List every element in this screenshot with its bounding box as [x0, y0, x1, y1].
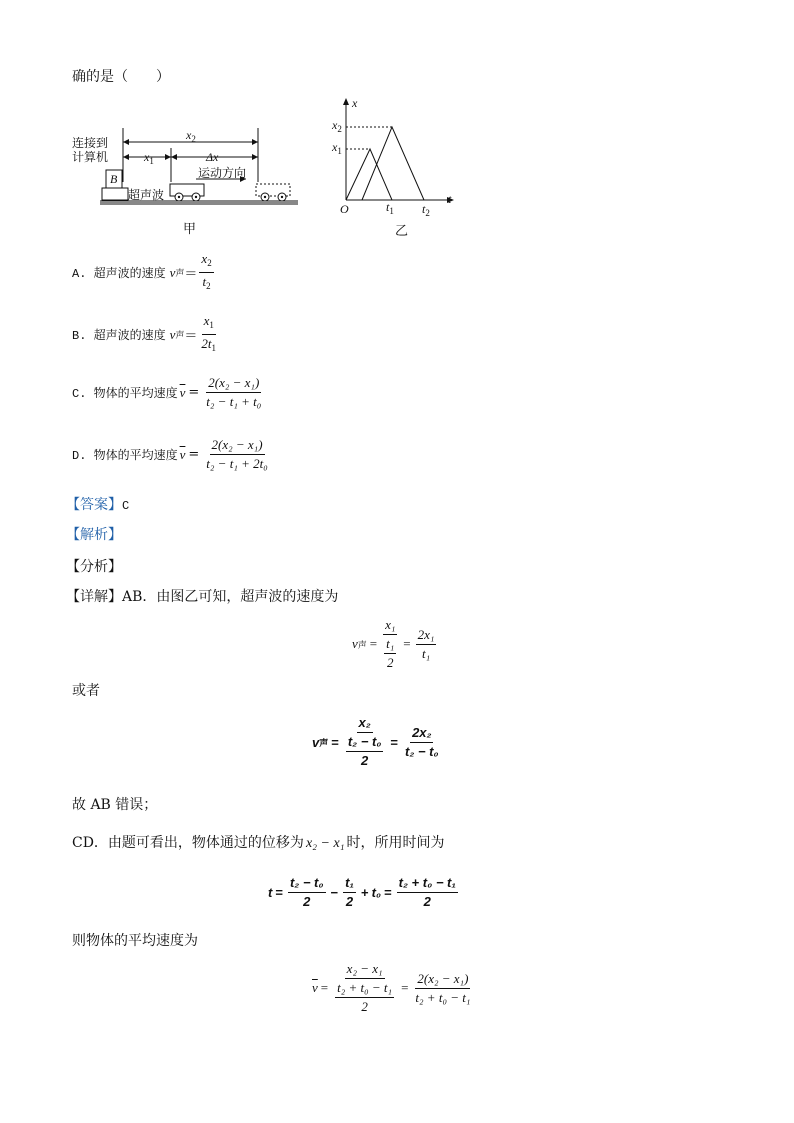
option-b[interactable]: B. 超声波的速度 v 声 ＝ $\frac{x_1}{2t_1}$ — [72, 312, 220, 357]
analysis-label: 【解析】 — [66, 527, 122, 543]
triangle-1 — [346, 149, 392, 200]
label-ultrasonic: 超声波 — [128, 188, 165, 202]
connect-label-1: 连接到 — [72, 136, 109, 150]
option-c[interactable]: C. 物体的平均速度 $\overline{v}$ = $\frac{\text{2(x₂ − x₁)}}{\text{t₂ − t₁ + t₀}}$ — [72, 375, 262, 409]
yi-x2-label: x — [332, 118, 338, 132]
question-stem-tail: 确的是（ ） — [72, 69, 170, 85]
label-direction: 运动方向 — [198, 166, 247, 180]
answer-line — [66, 496, 129, 515]
option-a-fraction: $\frac{x_2}{t_2}$ — [201, 251, 212, 291]
detail-line-1: 【详解】AB．由图乙可知，超声波的速度为 — [66, 589, 339, 605]
ab-wrong-text: 故 AB 错误； — [72, 797, 158, 813]
equation-4: $\overline{v}$ = $\frac{\text{x₂ − x₁}}{\frac{\text{t₂ + t₀ − t₁}}{2}}$ = $\frac{\text{2(x₂ − x₁)}}{\text{t₂ + t₀ − t₁}}$ — [312, 961, 471, 1014]
option-c-fraction: $\frac{\text{2(x₂ − x₁)}}{\text{t₂ − t₁ + t₀}}$ — [206, 375, 262, 409]
label-x2: x — [186, 128, 192, 142]
label-b: B — [110, 172, 118, 186]
equation-2: v 声 = $\frac{\text{x₂}}{\frac{\text{t₂ − t₀}}{2}}$ = $\frac{\text{2x₂}}{\text{t₂ − t₀}}$ — [312, 715, 439, 768]
cd-line: CD．由题可看出，物体通过的位移为 x₂ − x₁ 时，所用时间为 — [72, 835, 445, 851]
equation-1: v 声 = $\frac{\text{x₁}}{\frac{\text{t₁}}{2}}$ = $\frac{\text{2x₁}}{\text{t₁}}$ — [352, 617, 435, 670]
axis-x-label: x — [352, 96, 358, 110]
answer-label: 【答案】 — [66, 497, 122, 513]
answer-value: C — [122, 499, 130, 513]
axis-t-label: t — [448, 192, 452, 206]
connect-label-2: 计算机 — [72, 150, 109, 164]
option-d-fraction: $\frac{\text{2(x₂ − x₁)}}{\text{t₂ − t₁ + 2t₀}}$ — [206, 437, 268, 471]
triangle-2 — [362, 127, 424, 200]
option-b-fraction: $\frac{x_1}{2t_1}$ — [201, 313, 217, 353]
or-text: 或者 — [72, 683, 100, 699]
detail-label: 【详解】 — [66, 589, 122, 605]
figure-yi-caption: 乙 — [395, 224, 409, 239]
yi-t1-label: t — [386, 200, 390, 214]
origin-label: O — [340, 202, 349, 216]
figure-jia-caption: 甲 — [183, 222, 197, 237]
yi-t2-label: t — [422, 202, 426, 216]
equation-3: t = $\frac{\text{t₂ − t₀}}{2}$ − $\frac{\text{t₁}}{2}$ + t₀ = $\frac{\text{t₂ + t₀ − t₁}}{2}$ — [268, 875, 456, 909]
label-dx: Δx — [206, 150, 219, 164]
option-a[interactable]: A. 超声波的速度 v 声 ＝ $\frac{x_2}{t_2}$ — [72, 250, 216, 295]
fenxi-label: 【分析】 — [66, 559, 122, 575]
yi-x1-label: x — [332, 140, 338, 154]
label-x1: x — [144, 150, 150, 164]
option-d[interactable]: D. 物体的平均速度 $\overline{v}$ = $\frac{\text{2(x₂ − x₁)}}{\text{t₂ − t₁ + 2t₀}}$ — [72, 437, 268, 471]
then-text: 则物体的平均速度为 — [72, 933, 198, 949]
